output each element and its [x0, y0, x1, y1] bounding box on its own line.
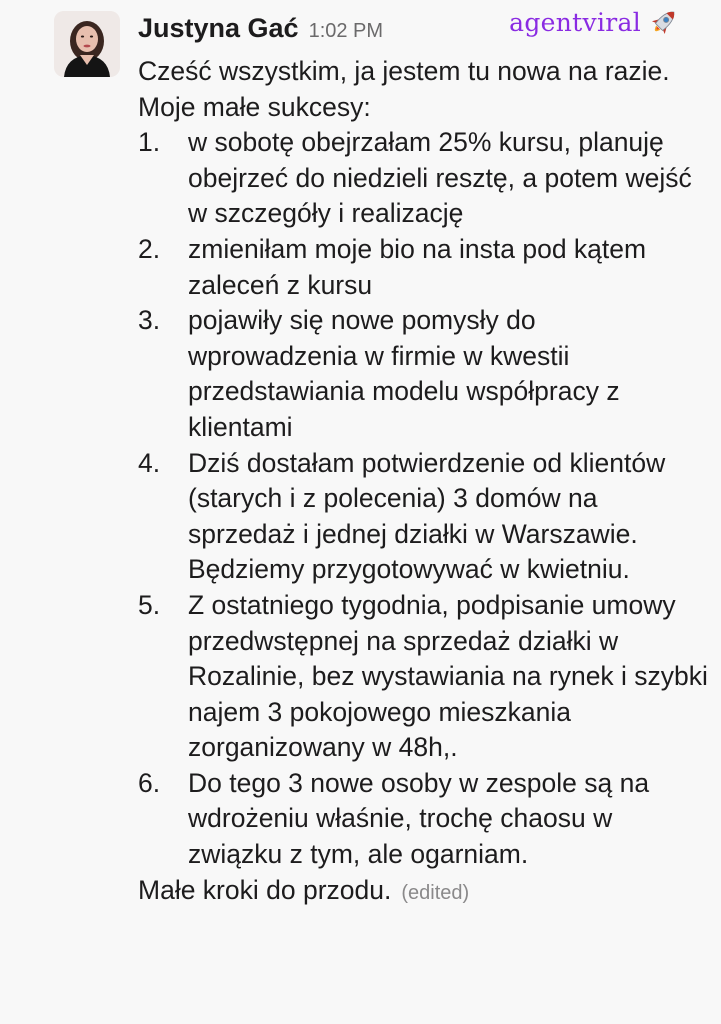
- list-item-number: 2.: [138, 233, 161, 264]
- list-item-number: 4.: [138, 447, 161, 478]
- edited-label: (edited): [401, 881, 470, 904]
- rocket-icon: [647, 5, 681, 39]
- avatar[interactable]: [54, 11, 120, 77]
- list-item-number: 3.: [138, 305, 161, 336]
- message-closing: Małe kroki do przodu.: [138, 874, 392, 905]
- list-item-text: Do tego 3 nowe osoby w zespole są na wdrożeniu właśnie, trochę chaosu w związku z tym, ale ogarniam.: [188, 767, 650, 870]
- list-item-text: zmieniłam moje bio na insta pod kątem zaleceń z kursu: [188, 233, 647, 300]
- watermark: [509, 2, 681, 42]
- message-intro: Cześć wszystkim, ja jestem tu nowa na razie.: [138, 56, 670, 86]
- list-item-number: 6.: [138, 767, 161, 798]
- list-item-text: w sobotę obejrzałam 25% kursu, planuję obejrzeć do niedzieli resztę, a potem wejść w szczegóły i realizację: [188, 127, 692, 229]
- list-item: [138, 303, 710, 445]
- list-item-number: 1.: [138, 127, 161, 158]
- user-avatar-photo: [54, 11, 120, 77]
- list-item: [138, 588, 710, 766]
- timestamp[interactable]: 1:02 PM: [308, 20, 384, 42]
- list-item: [138, 766, 710, 873]
- message-header: [138, 8, 383, 48]
- message-subheading: Moje małe sukcesy:: [138, 91, 371, 122]
- list-item-text: Dziś dostałam potwierdzenie od klientów (starych i z polecenia) 3 domów na sprzedaż i jednej działki w Warszawie. Będziemy przygotowywać w kwietniu.: [188, 447, 666, 585]
- list-item: [138, 232, 710, 303]
- list-item-number: 5.: [138, 589, 161, 620]
- list-item-text: pojawiły się nowe pomysły do wprowadzenia w firmie w kwestii przedstawiania modelu współpracy z klientami: [188, 305, 620, 442]
- list-item: [138, 125, 710, 232]
- message-body: [138, 54, 710, 911]
- success-list: [138, 125, 710, 872]
- message-closing-line: [138, 873, 710, 912]
- list-item: [138, 446, 710, 588]
- list-item-text: Z ostatniego tygodnia, podpisanie umowy przedwstępnej na sprzedaż działki w Rozalinie, bez wystawiania na rynek i szybki najem 3 pokojowego mieszkania zorganizowany w 48h,.: [188, 589, 708, 763]
- watermark-text: agentviral: [509, 7, 641, 37]
- author-name[interactable]: Justyna Gać: [138, 13, 299, 43]
